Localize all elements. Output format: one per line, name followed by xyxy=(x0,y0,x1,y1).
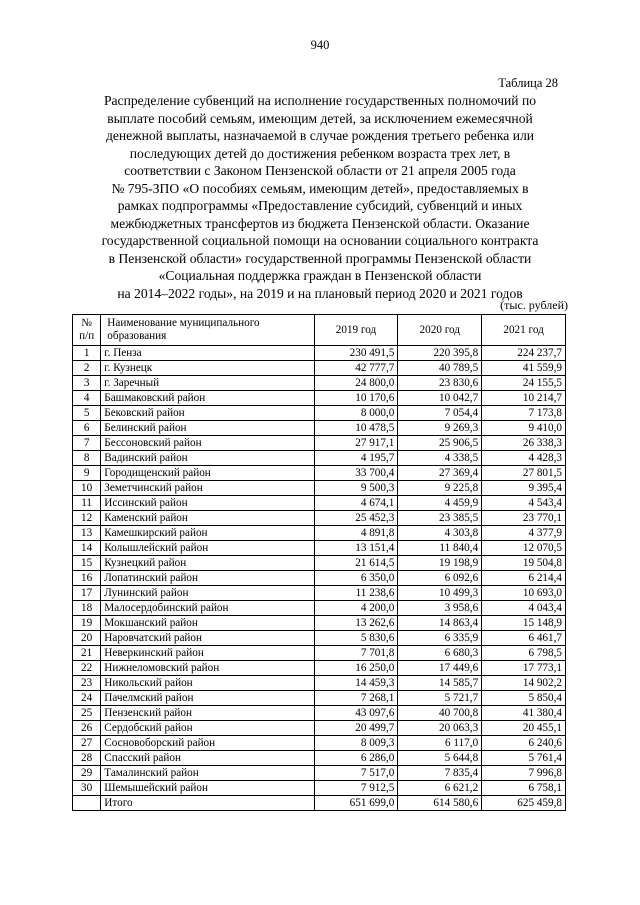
value-2020: 9 269,3 xyxy=(398,421,482,436)
municipality-name: г. Кузнецк xyxy=(101,361,314,376)
value-2019: 8 000,0 xyxy=(314,406,398,421)
value-2021: 12 070,5 xyxy=(482,541,566,556)
table-row xyxy=(73,541,566,556)
row-number: 18 xyxy=(73,601,101,616)
municipality-name: Сердобский район xyxy=(101,721,314,736)
row-number: 16 xyxy=(73,571,101,586)
value-2019: 25 452,3 xyxy=(314,511,398,526)
municipality-name: Нижнеломовский район xyxy=(101,661,314,676)
subventions-table xyxy=(72,314,566,811)
municipality-name: г. Пенза xyxy=(101,346,314,361)
municipality-name: Башмаковский район xyxy=(101,391,314,406)
value-2021: 15 148,9 xyxy=(482,616,566,631)
row-number: 25 xyxy=(73,706,101,721)
value-2021: 4 377,9 xyxy=(482,526,566,541)
value-2021: 6 240,6 xyxy=(482,736,566,751)
value-2020: 40 700,8 xyxy=(398,706,482,721)
value-2019: 4 195,7 xyxy=(314,451,398,466)
value-2020: 4 303,8 xyxy=(398,526,482,541)
value-2019: 7 912,5 xyxy=(314,781,398,796)
header-name: Наименование муниципального образования xyxy=(101,315,314,346)
value-2019: 8 009,3 xyxy=(314,736,398,751)
value-2019: 7 517,0 xyxy=(314,766,398,781)
value-2019: 7 268,1 xyxy=(314,691,398,706)
title-line: в Пензенской области» государственной программы Пензенской области xyxy=(108,250,532,266)
table-row xyxy=(73,616,566,631)
value-2019: 230 491,5 xyxy=(314,346,398,361)
title-line: межбюджетных трансфертов из бюджета Пензенской области. Оказание xyxy=(110,215,530,231)
value-2019: 7 701,8 xyxy=(314,646,398,661)
value-2020: 5 721,7 xyxy=(398,691,482,706)
table-row xyxy=(73,706,566,721)
total-label: Итого xyxy=(101,796,314,811)
value-2021: 4 543,4 xyxy=(482,496,566,511)
value-2019: 43 097,6 xyxy=(314,706,398,721)
table-row xyxy=(73,496,566,511)
value-2021: 10 693,0 xyxy=(482,586,566,601)
value-2021: 23 770,1 xyxy=(482,511,566,526)
table-row xyxy=(73,436,566,451)
table-row xyxy=(73,391,566,406)
title-line: на 2014–2022 годы», на 2019 и на плановый период 2020 и 2021 годов xyxy=(117,285,523,301)
table-row xyxy=(73,556,566,571)
value-2020: 17 449,6 xyxy=(398,661,482,676)
table-row xyxy=(73,691,566,706)
municipality-name: Городищенский район xyxy=(101,466,314,481)
row-number: 1 xyxy=(73,346,101,361)
value-2020: 19 198,9 xyxy=(398,556,482,571)
value-2019: 24 800,0 xyxy=(314,376,398,391)
table-row xyxy=(73,721,566,736)
value-2019: 27 917,1 xyxy=(314,436,398,451)
value-2021: 7 996,8 xyxy=(482,766,566,781)
title-line: денежной выплаты, назначаемой в случае рождения третьего ребенка или xyxy=(105,128,535,143)
municipality-name: Бессоновский район xyxy=(101,436,314,451)
value-2021: 6 798,5 xyxy=(482,646,566,661)
value-2019: 5 830,6 xyxy=(314,631,398,646)
municipality-name: Тамалинский район xyxy=(101,766,314,781)
header-num: № п/п xyxy=(73,315,101,346)
row-number: 24 xyxy=(73,691,101,706)
row-number: 5 xyxy=(73,406,101,421)
value-2020: 23 385,5 xyxy=(398,511,482,526)
municipality-name: Белинский район xyxy=(101,421,314,436)
municipality-name: Вадинский район xyxy=(101,451,314,466)
title-line: государственной социальной помощи на основании социального контракта xyxy=(101,233,539,248)
municipality-name: Сосновоборский район xyxy=(101,736,314,751)
value-2020: 10 042,7 xyxy=(398,391,482,406)
value-2021: 6 461,7 xyxy=(482,631,566,646)
title-line: рамках подпрограммы «Предоставление субсидий, субвенций и иных xyxy=(117,198,523,213)
header-2019: 2019 год xyxy=(314,315,398,346)
value-2019: 14 459,3 xyxy=(314,676,398,691)
value-2021: 5 850,4 xyxy=(482,691,566,706)
table-row xyxy=(73,421,566,436)
municipality-name: Неверкинский район xyxy=(101,646,314,661)
table-label: Таблица 28 xyxy=(498,76,558,90)
value-2019: 10 170,6 xyxy=(314,391,398,406)
row-number: 9 xyxy=(73,466,101,481)
row-number: 22 xyxy=(73,661,101,676)
row-number: 8 xyxy=(73,451,101,466)
row-number: 17 xyxy=(73,586,101,601)
table-row xyxy=(73,601,566,616)
title-line: соответствии с Законом Пензенской области от 21 апреля 2005 года xyxy=(124,163,516,178)
row-number: 12 xyxy=(73,511,101,526)
value-2020: 6 680,3 xyxy=(398,646,482,661)
value-2021: 4 043,4 xyxy=(482,601,566,616)
table-row xyxy=(73,631,566,646)
title-line: последующих детей до достижения ребенком возраста трех лет, в xyxy=(129,145,511,161)
row-number: 26 xyxy=(73,721,101,736)
municipality-name: Иссинский район xyxy=(101,496,314,511)
value-2020: 3 958,6 xyxy=(398,601,482,616)
municipality-name: Пачелмский район xyxy=(101,691,314,706)
row-number: 28 xyxy=(73,751,101,766)
table-row xyxy=(73,481,566,496)
value-2021: 224 237,7 xyxy=(482,346,566,361)
row-number: 21 xyxy=(73,646,101,661)
row-number: 13 xyxy=(73,526,101,541)
row-number: 23 xyxy=(73,676,101,691)
municipality-name: Колышлейский район xyxy=(101,541,314,556)
header-2020: 2020 год xyxy=(398,315,482,346)
municipality-name: Пензенский район xyxy=(101,706,314,721)
title-line: «Социальная поддержка граждан в Пензенской области xyxy=(158,268,482,283)
value-2020: 7 054,4 xyxy=(398,406,482,421)
title-line: выплате пособий семьям, имеющим детей, за исключением ежемесячной xyxy=(107,110,533,126)
value-2019: 13 151,4 xyxy=(314,541,398,556)
value-2021: 27 801,5 xyxy=(482,466,566,481)
value-2021: 41 559,9 xyxy=(482,361,566,376)
value-2019: 16 250,0 xyxy=(314,661,398,676)
value-2021: 17 773,1 xyxy=(482,661,566,676)
municipality-name: Мокшанский район xyxy=(101,616,314,631)
municipality-name: г. Заречный xyxy=(101,376,314,391)
table-row xyxy=(73,751,566,766)
title-line: № 795-ЗПО «О пособиях семьям, имеющим детей», предоставляемых в xyxy=(111,180,529,196)
value-2019: 13 262,6 xyxy=(314,616,398,631)
municipality-name: Каменский район xyxy=(101,511,314,526)
value-2021: 5 761,4 xyxy=(482,751,566,766)
row-number: 11 xyxy=(73,496,101,511)
value-2021: 20 455,1 xyxy=(482,721,566,736)
value-2020: 27 369,4 xyxy=(398,466,482,481)
value-2021: 24 155,5 xyxy=(482,376,566,391)
municipality-name: Камешкирский район xyxy=(101,526,314,541)
row-number: 19 xyxy=(73,616,101,631)
total-row xyxy=(73,796,566,811)
value-2019: 42 777,7 xyxy=(314,361,398,376)
row-number: 7 xyxy=(73,436,101,451)
value-2021: 4 428,3 xyxy=(482,451,566,466)
row-number: 10 xyxy=(73,481,101,496)
value-2019: 4 891,8 xyxy=(314,526,398,541)
page-number: 940 xyxy=(310,38,330,52)
row-number: 30 xyxy=(73,781,101,796)
value-2020: 40 789,5 xyxy=(398,361,482,376)
value-2020: 5 644,8 xyxy=(398,751,482,766)
value-2019: 9 500,3 xyxy=(314,481,398,496)
table-row xyxy=(73,736,566,751)
table-row xyxy=(73,376,566,391)
total-2021: 625 459,8 xyxy=(482,796,566,811)
municipality-name: Малосердобинский район xyxy=(101,601,314,616)
units-label: (тыс. рублей) xyxy=(500,298,568,312)
row-number: 3 xyxy=(73,376,101,391)
value-2019: 10 478,5 xyxy=(314,421,398,436)
table-row xyxy=(73,346,566,361)
row-number: 20 xyxy=(73,631,101,646)
value-2020: 6 621,2 xyxy=(398,781,482,796)
value-2021: 41 380,4 xyxy=(482,706,566,721)
municipality-name: Кузнецкий район xyxy=(101,556,314,571)
value-2020: 9 225,8 xyxy=(398,481,482,496)
value-2020: 11 840,4 xyxy=(398,541,482,556)
row-number: 29 xyxy=(73,766,101,781)
table-row xyxy=(73,661,566,676)
municipality-name: Спасский район xyxy=(101,751,314,766)
title-line: Распределение субвенций на исполнение государственных полномочий по xyxy=(103,93,537,108)
value-2021: 26 338,3 xyxy=(482,436,566,451)
value-2020: 7 835,4 xyxy=(398,766,482,781)
row-number: 27 xyxy=(73,736,101,751)
table-row xyxy=(73,571,566,586)
value-2020: 20 063,3 xyxy=(398,721,482,736)
value-2021: 9 410,0 xyxy=(482,421,566,436)
value-2020: 6 092,6 xyxy=(398,571,482,586)
table-row xyxy=(73,781,566,796)
value-2020: 23 830,6 xyxy=(398,376,482,391)
table-row xyxy=(73,406,566,421)
table-row xyxy=(73,466,566,481)
table-title xyxy=(70,92,570,302)
table-row xyxy=(73,766,566,781)
value-2020: 4 338,5 xyxy=(398,451,482,466)
value-2021: 19 504,8 xyxy=(482,556,566,571)
municipality-name: Земетчинский район xyxy=(101,481,314,496)
table-row xyxy=(73,361,566,376)
total-2019: 651 699,0 xyxy=(314,796,398,811)
table-row xyxy=(73,586,566,601)
value-2020: 25 906,5 xyxy=(398,436,482,451)
municipality-name: Никольский район xyxy=(101,676,314,691)
value-2019: 20 499,7 xyxy=(314,721,398,736)
row-number: 14 xyxy=(73,541,101,556)
table-row xyxy=(73,451,566,466)
value-2020: 10 499,3 xyxy=(398,586,482,601)
table-row xyxy=(73,676,566,691)
row-number: 2 xyxy=(73,361,101,376)
value-2019: 11 238,6 xyxy=(314,586,398,601)
value-2020: 14 863,4 xyxy=(398,616,482,631)
total-2020: 614 580,6 xyxy=(398,796,482,811)
row-number: 6 xyxy=(73,421,101,436)
value-2020: 6 335,9 xyxy=(398,631,482,646)
municipality-name: Лопатинский район xyxy=(101,571,314,586)
table-row xyxy=(73,526,566,541)
value-2019: 4 674,1 xyxy=(314,496,398,511)
municipality-name: Шемышейский район xyxy=(101,781,314,796)
table-row xyxy=(73,511,566,526)
value-2020: 4 459,9 xyxy=(398,496,482,511)
value-2020: 6 117,0 xyxy=(398,736,482,751)
value-2019: 4 200,0 xyxy=(314,601,398,616)
value-2021: 10 214,7 xyxy=(482,391,566,406)
value-2021: 14 902,2 xyxy=(482,676,566,691)
header-2021: 2021 год xyxy=(482,315,566,346)
value-2021: 6 758,1 xyxy=(482,781,566,796)
value-2019: 33 700,4 xyxy=(314,466,398,481)
value-2021: 7 173,8 xyxy=(482,406,566,421)
total-num-cell xyxy=(73,796,101,811)
table-row xyxy=(73,646,566,661)
row-number: 15 xyxy=(73,556,101,571)
value-2019: 6 350,0 xyxy=(314,571,398,586)
row-number: 4 xyxy=(73,391,101,406)
value-2021: 9 395,4 xyxy=(482,481,566,496)
header-row xyxy=(73,315,566,346)
value-2020: 220 395,8 xyxy=(398,346,482,361)
municipality-name: Бековский район xyxy=(101,406,314,421)
value-2021: 6 214,4 xyxy=(482,571,566,586)
value-2019: 21 614,5 xyxy=(314,556,398,571)
municipality-name: Наровчатский район xyxy=(101,631,314,646)
municipality-name: Лунинский район xyxy=(101,586,314,601)
value-2019: 6 286,0 xyxy=(314,751,398,766)
value-2020: 14 585,7 xyxy=(398,676,482,691)
